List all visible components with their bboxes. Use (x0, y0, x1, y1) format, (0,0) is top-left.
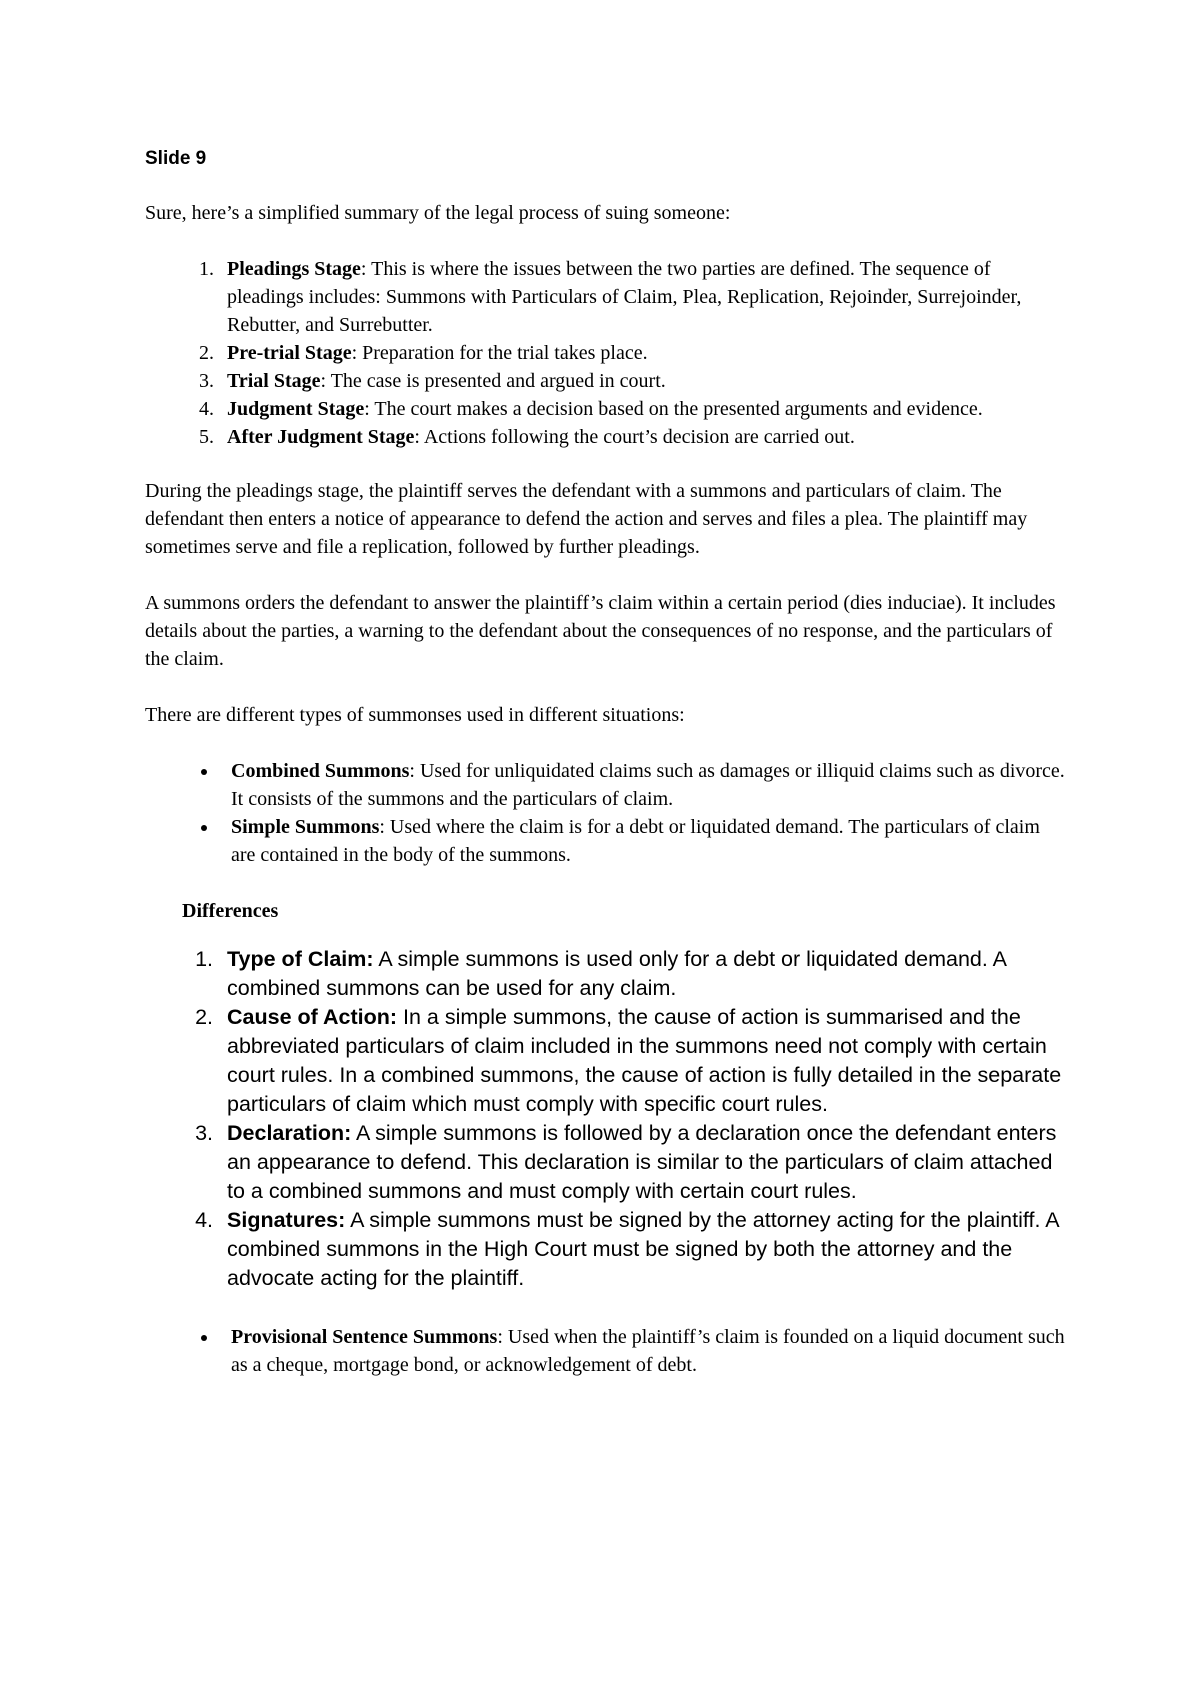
stage-text: : This is where the issues between the two parties are defined. The sequence of pleadings includes: Summons with Particulars of Claim, Plea, Replication, Rejoinder, Surrejoinder, Rebutter, and Surrebutter. (227, 258, 1022, 336)
stage-term: Pleadings Stage (227, 258, 361, 280)
difference-text: In a simple summons, the cause of action is summarised and the abbreviated particulars of claim included in the summons need not comply with certain court rules. In a combined summons, the cause of action is fully detailed in the separate particulars of claim which must comply with specific court rules. (227, 1005, 1062, 1116)
provisional-term: Provisional Sentence Summons (231, 1326, 498, 1348)
difference-term: Declaration: (227, 1121, 352, 1145)
list-item (219, 1323, 1065, 1379)
stages-list (145, 255, 1065, 451)
stage-term: Trial Stage (227, 370, 321, 392)
stage-text: : Actions following the court’s decision are carried out. (414, 426, 855, 448)
list-item (219, 1206, 1065, 1293)
list-item (219, 339, 1065, 367)
summons-text: : Used where the claim is for a debt or liquidated demand. The particulars of claim are contained in the body of the summons. (231, 816, 1040, 866)
differences-heading: Differences (182, 900, 279, 922)
difference-text: A simple summons must be signed by the attorney acting for the plaintiff. A combined summons in the High Court must be signed by both the attorney and the advocate acting for the plaintiff. (227, 1208, 1059, 1290)
list-item (219, 813, 1065, 869)
document-page (145, 145, 1065, 1407)
types-paragraph: There are different types of summonses used in different situations: (145, 704, 685, 726)
list-item (219, 1003, 1065, 1119)
list-item (219, 255, 1065, 339)
list-item (219, 423, 1065, 451)
stage-text: : The case is presented and argued in court. (320, 370, 666, 392)
provisional-list (145, 1323, 1065, 1379)
summons-text: : Used for unliquidated claims such as damages or illiquid claims such as divorce. It consists of the summons and the particulars of claim. (231, 760, 1065, 810)
pleadings-paragraph: During the pleadings stage, the plaintiff serves the defendant with a summons and particulars of claim. The defendant then enters a notice of appearance to defend the action and serves and files a plea. The plaintiff may sometimes serve and file a replication, followed by further pleadings. (145, 480, 1028, 558)
provisional-text: : Used when the plaintiff’s claim is founded on a liquid document such as a cheque, mortgage bond, or acknowledgement of debt. (231, 1326, 1065, 1376)
difference-term: Cause of Action: (227, 1005, 398, 1029)
slide-title: Slide 9 (145, 148, 207, 169)
stage-term: Judgment Stage (227, 398, 365, 420)
difference-term: Type of Claim: (227, 947, 374, 971)
list-item (219, 1119, 1065, 1206)
stage-term: Pre-trial Stage (227, 342, 352, 364)
summons-term: Simple Summons (231, 816, 380, 838)
stage-term: After Judgment Stage (227, 426, 415, 448)
stage-text: : The court makes a decision based on the presented arguments and evidence. (364, 398, 983, 420)
difference-term: Signatures: (227, 1208, 346, 1232)
list-item (219, 757, 1065, 813)
summons-term: Combined Summons (231, 760, 410, 782)
list-item (219, 395, 1065, 423)
difference-text: A simple summons is used only for a debt or liquidated demand. A combined summons can be used for any claim. (227, 947, 1006, 1000)
intro-paragraph: Sure, here’s a simplified summary of the legal process of suing someone: (145, 202, 731, 224)
list-item (219, 945, 1065, 1003)
summons-paragraph: A summons orders the defendant to answer the plaintiff’s claim within a certain period (dies induciae). It includes details about the parties, a warning to the defendant about the consequences of no response, and the particulars of the claim. (145, 592, 1056, 670)
list-item (219, 367, 1065, 395)
differences-list (145, 945, 1065, 1293)
stage-text: : Preparation for the trial takes place. (351, 342, 648, 364)
summons-types-list (145, 757, 1065, 869)
difference-text: A simple summons is followed by a declaration once the defendant enters an appearance to defend. This declaration is similar to the particulars of claim attached to a combined summons and must comply with certain court rules. (227, 1121, 1057, 1203)
